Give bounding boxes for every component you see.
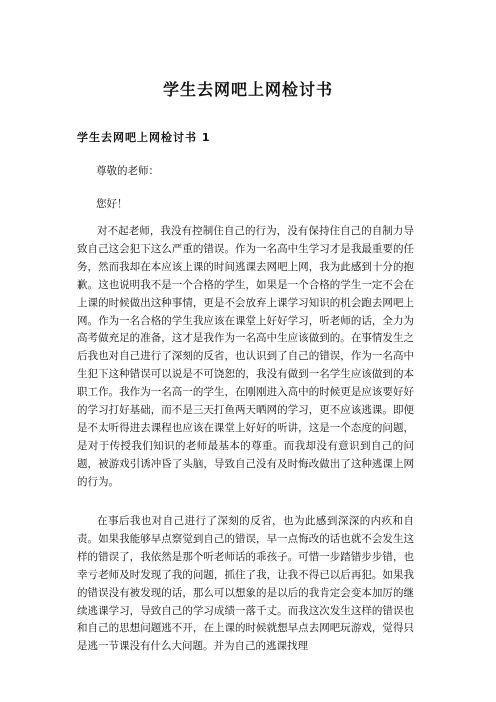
body-paragraph: 对不起老师，我没有控制住自己的行为，没有保持住自己的自制力导致自己这会犯下这么严重的错误。作为一名高中生学习才是我最重要的任务，然而我却在本应该上课的时间逃课去网吧上网，我为此感到十分的抱歉。这也说明我不是一个合格的学生，如果是一个合格的学生一定不会在上课的时候做出这种事情，更是不会放弃上课学习知识的机会跑去网吧上网。作为一名合格的学生我应该在课堂上好好学习，听老师的话，全力为高考做充足的准备，这才是我作为一名高中生应该做到的。在事情发生之后我也对自己进行了深刻的反省，也认识到了自己的错误，作为一名高中生犯下这种错误可以说是不可饶恕的，我没有做到一名学生应该做到的本职工作。我作为一名高一的学生，在刚刚进入高中的时候更是应该要好好的学习打好基础，而不是三天打鱼两天晒网的学习，更不应该逃课。即便是不太听得进去课程也应该在课堂上好好的听讲，这是一个态度的问题，是对于传授我们知识的老师最基本的尊重。而我却没有意识到自己的问题，被游戏引诱冲昏了头脑，导致自己没有及时悔改做出了这种逃课上网的行为。 bbox=[77, 225, 414, 488]
section-heading: 学生去网吧上网检讨书 1 bbox=[77, 131, 211, 144]
salutation: 尊敬的老师： bbox=[96, 165, 159, 177]
body-paragraph: 在事后我也对自己进行了深刻的反省，也为此感到深深的内疚和自责。如果我能够早点察觉到自己的错误，早一点悔改的话也就不会发生这样的错误了，我依然是那个听老师话的乖孩子。可惜一步踏错步步错，也幸亏老师及时发现了我的问题，抓住了我，让我不得已以后再犯。如果我的错误没有被发现的话，那么可以想象的是以后的我肯定会变本加厉的继续逃课学习，导致自己的学习成绩一落千丈。而我这次发生这样的错误也和自己的思想问题逃不开，在上课的时候就想早点去网吧玩游戏，觉得只是逃一节课没有什么大问题。并为自己的逃课找理 bbox=[77, 515, 414, 653]
greeting: 您好！ bbox=[96, 198, 128, 210]
document-title: 学生去网吧上网检讨书 bbox=[162, 80, 333, 99]
